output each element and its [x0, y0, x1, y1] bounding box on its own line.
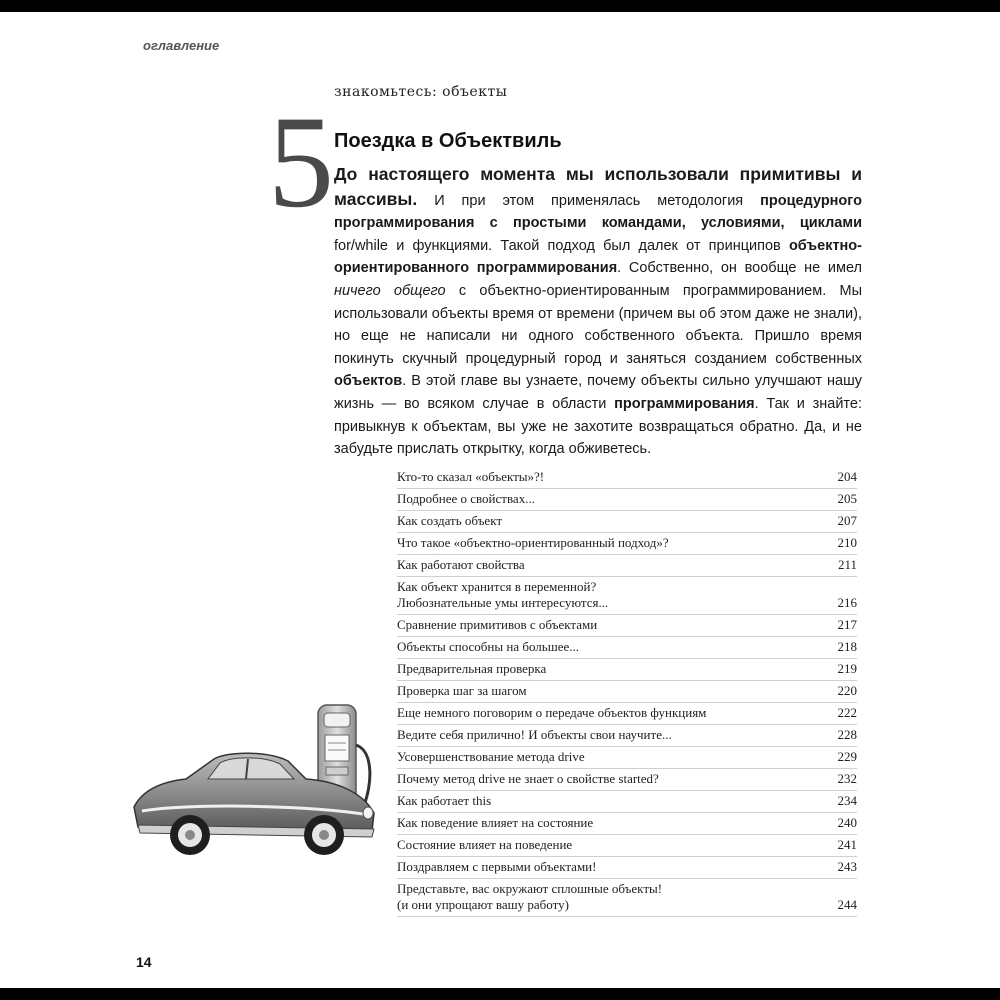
toc-entry-title: Состояние влияет на поведение	[397, 837, 573, 852]
toc-entry-title: Как создать объект	[397, 513, 503, 528]
toc-row	[397, 659, 857, 681]
toc-entry-page: 219	[837, 661, 857, 676]
toc-row	[397, 813, 857, 835]
toc-entry-page: 243	[837, 859, 857, 874]
toc-entry-page: 204	[837, 469, 857, 484]
toc-row	[397, 555, 857, 577]
toc-entry-page: 240	[837, 815, 857, 830]
toc-row	[397, 835, 857, 857]
intro-italic: ничего общего	[334, 282, 446, 299]
toc-row	[397, 769, 857, 791]
toc-entry-page: 220	[837, 683, 857, 698]
intro-text: с объектно-ориентированным программированием. Мы использовали объекты время от времени (причем вы об этом даже не знали), но еще не написали ни одного собственного объекта. Пришло время покинуть скучный процедурный город и заняться созданием собственных	[334, 282, 862, 367]
toc-entry-page: 205	[837, 491, 857, 506]
toc-entry-title: Как объект хранится в переменной? Любознательные умы интересуются...	[397, 579, 609, 610]
toc-entry-page: 216	[837, 595, 857, 610]
page-number: 14	[136, 954, 152, 970]
toc-entry-title: Еще немного поговорим о передаче объектов функциям	[397, 705, 707, 720]
toc-entry-title: Объекты способны на большее...	[397, 639, 579, 654]
toc-row	[397, 747, 857, 769]
section-label: оглавление	[143, 38, 220, 53]
toc-row	[397, 467, 857, 489]
toc-entry-title: Как работают свойства	[397, 557, 525, 572]
toc-entry-title: Почему метод drive не знает о свойстве started?	[397, 771, 659, 786]
intro-bold: объектов	[334, 373, 403, 390]
toc-entry-page: 244	[837, 897, 857, 912]
toc-row	[397, 615, 857, 637]
toc-row	[397, 791, 857, 813]
toc-row	[397, 879, 857, 917]
intro-bold: объектно-ориентированного программирования	[334, 237, 862, 277]
toc-list	[397, 467, 857, 917]
toc-entry-page: 207	[837, 513, 857, 528]
toc-row	[397, 511, 857, 533]
car-and-gas-pump-illustration	[128, 695, 380, 877]
toc-entry-title: Кто-то сказал «объекты»?!	[397, 469, 545, 484]
toc-entry-page: 222	[837, 705, 857, 720]
intro-lead: До настоящего момента мы использовали примитивы и массивы.	[334, 164, 862, 209]
toc-entry-page: 241	[837, 837, 857, 852]
toc-entry-title: Как работает this	[397, 793, 492, 808]
toc-row	[397, 703, 857, 725]
intro-bold: программирования	[614, 395, 755, 412]
toc-entry-title: Ведите себя прилично! И объекты свои научите...	[397, 727, 672, 742]
toc-entry-page: 210	[837, 535, 857, 550]
intro-text: И при этом применялась методология	[417, 192, 761, 209]
toc-entry-page: 218	[837, 639, 857, 654]
chapter-intro	[334, 163, 862, 461]
toc-row	[397, 681, 857, 703]
toc-entry-title: Подробнее о свойствах...	[397, 491, 535, 506]
toc-row	[397, 857, 857, 879]
chapter-title: Поездка в Объектвиль	[334, 130, 562, 152]
intro-bold: процедурного программирования с простыми командами, условиями, циклами	[334, 192, 862, 232]
chapter-kicker: знакомьтесь: объекты	[334, 84, 508, 100]
toc-row	[397, 489, 857, 511]
intro-text: . Собственно, он вообще не имел	[617, 260, 862, 277]
toc-entry-title: Что такое «объектно-ориентированный подход»?	[397, 535, 669, 550]
intro-text: . Так и знайте: привыкнув к объектам, вы уже не захотите возвращаться обратно. Да, и не забудьте прислать открытку, когда обживетесь.	[334, 395, 863, 458]
book-page	[0, 12, 1000, 988]
toc-row	[397, 577, 857, 615]
toc-entry-page: 232	[837, 771, 857, 786]
intro-text: for/while и функциями. Такой подход был далек от принципов	[334, 237, 789, 254]
toc-row	[397, 725, 857, 747]
intro-text: . В этой главе вы узнаете, почему объекты сильно улучшают нашу жизнь — во всяком случае в области	[334, 373, 862, 412]
toc-entry-title: Усовершенствование метода drive	[397, 749, 585, 764]
chapter-number: 5	[268, 88, 334, 235]
toc-entry-title: Предварительная проверка	[397, 661, 547, 676]
toc-entry-title: Поздравляем с первыми объектами!	[397, 859, 597, 874]
toc-entry-title: Сравнение примитивов с объектами	[397, 617, 598, 632]
toc-entry-page: 228	[837, 727, 857, 742]
toc-entry-page: 217	[837, 617, 857, 632]
toc-row	[397, 533, 857, 555]
toc-entry-title: Представьте, вас окружают сплошные объекты! (и они упрощают вашу работу)	[397, 881, 663, 912]
toc-row	[397, 637, 857, 659]
toc-entry-title: Проверка шаг за шагом	[397, 683, 527, 698]
toc-entry-page: 211	[837, 557, 857, 572]
toc-entry-title: Как поведение влияет на состояние	[397, 815, 594, 830]
toc-entry-page: 229	[837, 749, 857, 764]
toc-entry-page: 234	[837, 793, 857, 808]
